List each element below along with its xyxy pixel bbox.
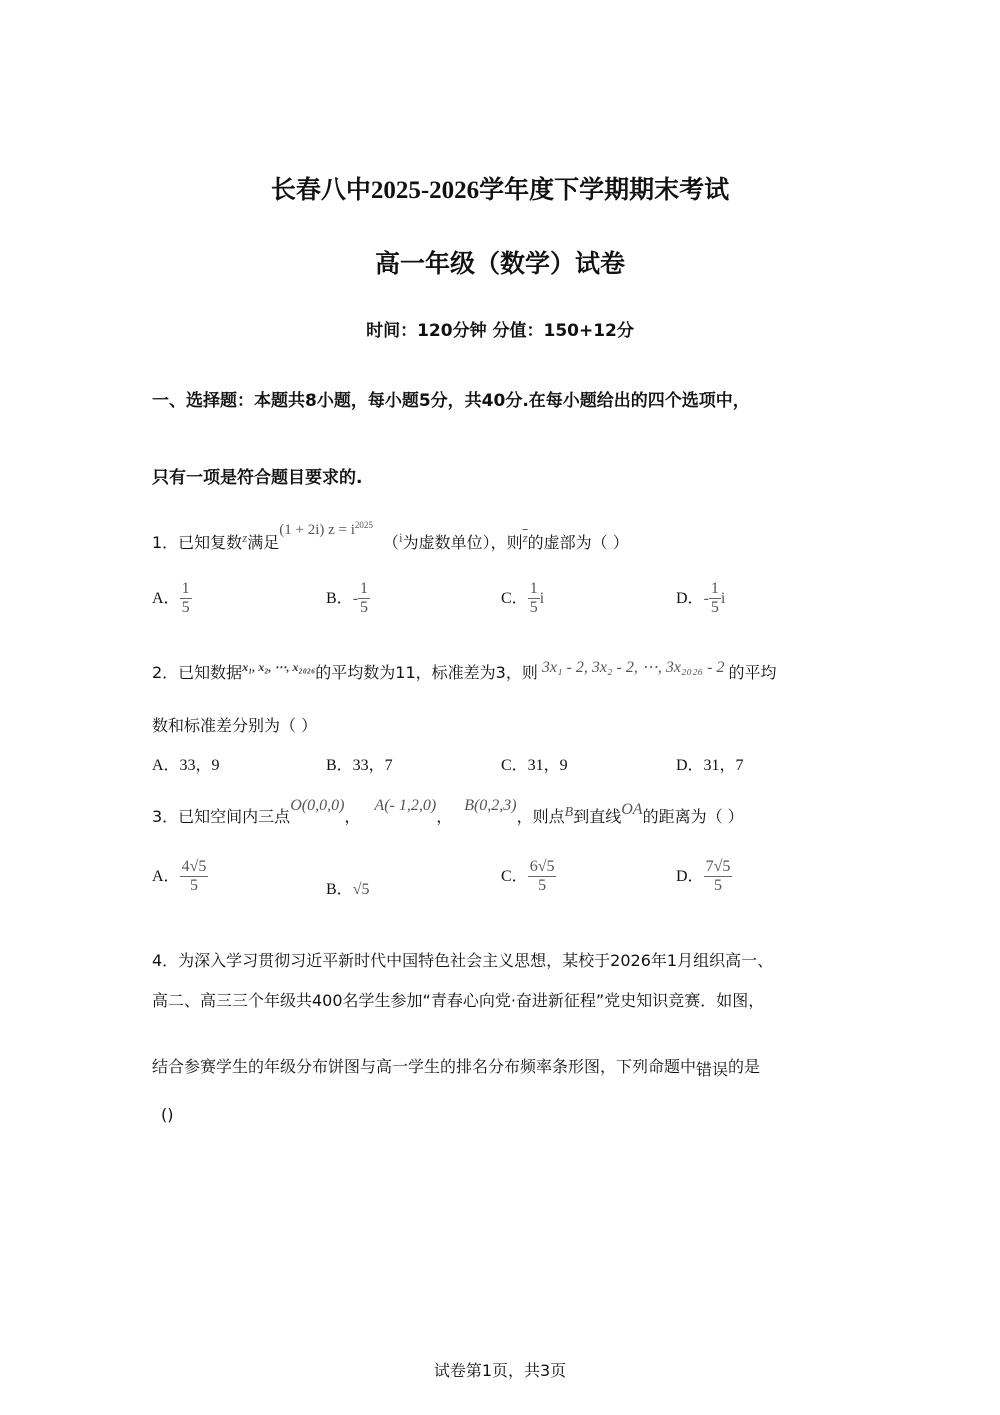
exam-subtitle: 高一年级（数学）试卷: [374, 249, 625, 278]
q3-option-b[interactable]: B．√5: [326, 881, 370, 898]
var-zbar: z: [522, 530, 528, 545]
emphasis-wrong: 错误: [696, 1060, 729, 1079]
question-1-stem: 1．已知复数$^z$满足(1 + 2i) $z = i^{2025}(^i$为虚数单位），则$^{\overline{z}}$的虚部为（ ）: [152, 520, 629, 552]
data-series: x₁, x₂, ⋯, x₂₀₂₆: [242, 660, 316, 674]
transformed-series: 3x₁ - 2, 3x₂ - 2, ⋯, 3x₂₀₂₆ - 2: [541, 659, 725, 676]
section-heading-line1: 一、选择题：本题共8小题，每小题5分，共40分.在每小题给出的四个选项中，: [152, 391, 750, 411]
q2-option-a[interactable]: A．33，9: [152, 757, 220, 774]
point-a: A(- 1,2,0): [374, 797, 437, 814]
exam-meta: 时间：120分钟 分值：150+12分: [366, 321, 634, 341]
point-o: O(0,0,0): [290, 797, 345, 814]
q1-option-c[interactable]: C． $\frac{1}{5}$ i: [501, 580, 545, 616]
q2-option-d[interactable]: D．31，7: [676, 757, 744, 774]
q1-option-b[interactable]: B．- $\frac{1}{5}$: [326, 580, 369, 616]
question-4-line2: 高二、高三三个年级共400名学生参加“青春心向党·奋进新征程”党史知识竞赛．如图，: [152, 991, 765, 1010]
question-3-stem: 3．已知空间内三点O(0,0,0)，A(- 1,2,0)，B(0,2,3)，则点B到直线OA的距离为（ ）: [152, 797, 744, 826]
question-2-stem: 2．已知数据$^{x_1, x_2, \cdots, x_{2026}}$的平均数为11，标准差为3，则 3x₁ - 2, 3x₂ - 2, ⋯, 3x₂₀₂₆ - 2 的平均: [152, 659, 777, 682]
q2-option-c[interactable]: C．31，9: [501, 757, 568, 774]
question-4-answer-paren: (): [161, 1105, 174, 1124]
q3-option-c[interactable]: C． $\frac{6√5}{5}$: [501, 858, 555, 894]
q3-option-a[interactable]: A． $\frac{4√5}{5}$: [152, 858, 207, 894]
question-4-line1: 4．为深入学习贯彻习近平新时代中国特色社会主义思想，某校于2026年1月组织高一、: [152, 951, 774, 970]
question-4-line3: 结合参赛学生的年级分布饼图与高一学生的排名分布频率条形图，下列命题中错误的是: [152, 1057, 761, 1079]
section-heading-line2: 只有一项是符合题目要求的.: [152, 468, 363, 488]
point-b: B(0,2,3): [464, 797, 517, 814]
q2-option-b[interactable]: B．33，7: [326, 757, 393, 774]
var-z: z: [242, 530, 248, 545]
exam-title: 长春八中2025-2026学年度下学期期末考试: [270, 177, 730, 204]
equation-1: (1 + 2i) $z = i^{2025}$: [279, 520, 373, 538]
page-footer: 试卷第1页，共3页: [433, 1361, 567, 1380]
question-2-stem-line2: 数和标准差分别为（ ）: [152, 716, 318, 735]
q3-option-d[interactable]: D． $\frac{7√5}{5}$: [676, 858, 731, 894]
q1-option-d[interactable]: D．- $\frac{1}{5}$ i: [676, 580, 726, 616]
q1-option-a[interactable]: A． $\frac{1}{5}$: [152, 580, 190, 616]
